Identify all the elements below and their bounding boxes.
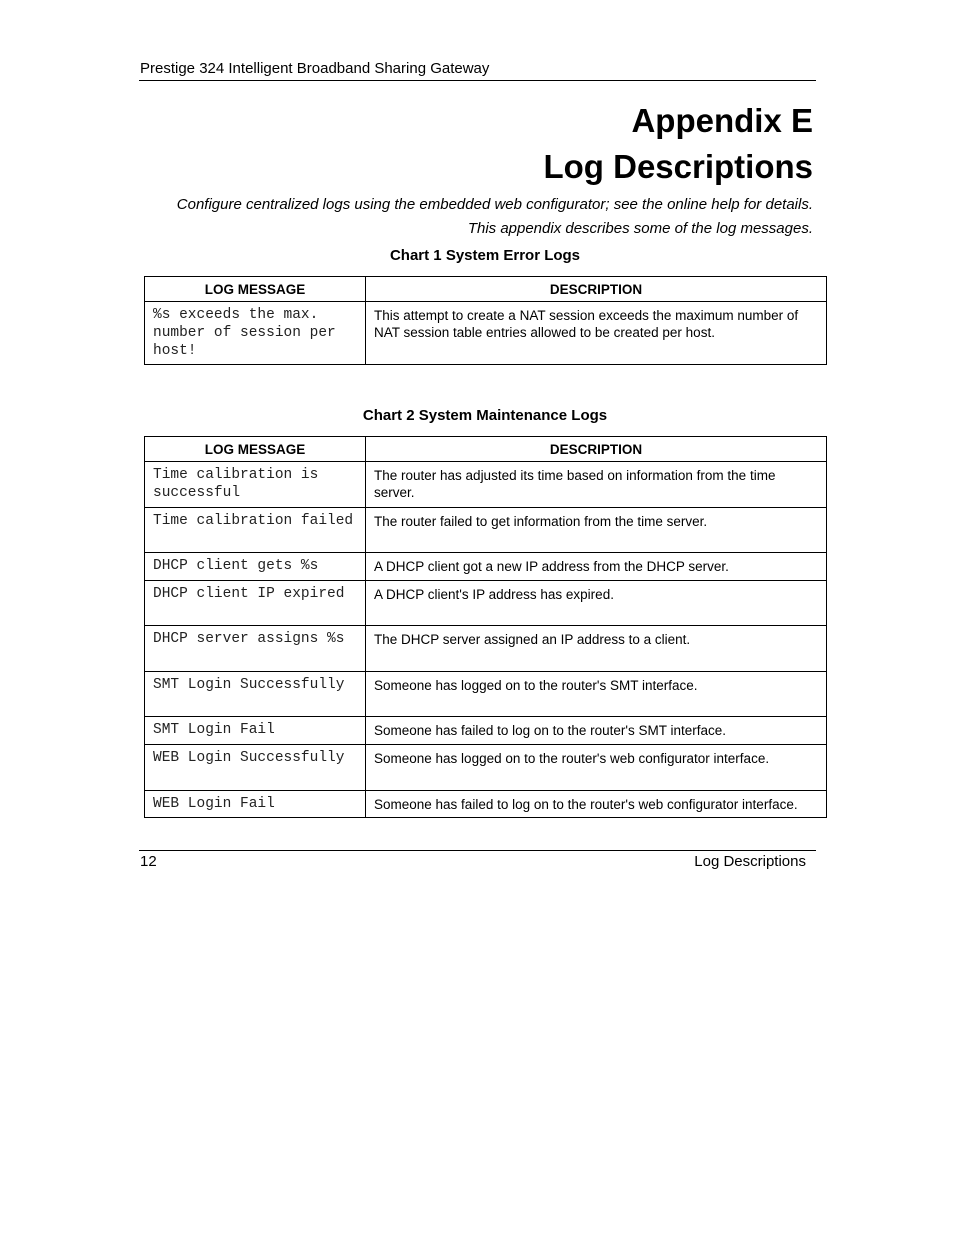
intro-line-2: This appendix describes some of the log messages. bbox=[467, 219, 813, 237]
description-cell: The router failed to get information from the time server. bbox=[366, 508, 827, 553]
table-row bbox=[145, 626, 827, 672]
column-header-description: DESCRIPTION bbox=[366, 437, 827, 462]
log-message-cell: SMT Login Successfully bbox=[145, 672, 366, 717]
description-cell: This attempt to create a NAT session exceeds the maximum number of NAT session table entries allowed to be created per host. bbox=[366, 302, 827, 365]
footer-divider bbox=[139, 850, 816, 851]
description-cell: A DHCP client got a new IP address from the DHCP server. bbox=[366, 553, 827, 581]
description-cell: Someone has logged on to the router's web configurator interface. bbox=[366, 745, 827, 791]
intro-paragraph bbox=[113, 193, 813, 240]
chart-2-caption: Chart 2 System Maintenance Logs bbox=[362, 407, 608, 424]
column-header-log-message: LOG MESSAGE bbox=[145, 437, 366, 462]
table-row bbox=[145, 581, 827, 626]
title-line-1: Appendix E bbox=[631, 102, 813, 139]
header-divider bbox=[139, 80, 816, 81]
page-title bbox=[543, 98, 813, 190]
description-cell: The router has adjusted its time based on information from the time server. bbox=[366, 462, 827, 508]
page-number: 12 bbox=[140, 853, 157, 870]
table-header-row bbox=[145, 277, 827, 302]
table-row bbox=[145, 745, 827, 791]
log-message-cell: Time calibration failed bbox=[145, 508, 366, 553]
log-message-cell: DHCP client IP expired bbox=[145, 581, 366, 626]
system-error-logs-table bbox=[144, 276, 827, 365]
description-cell: Someone has failed to log on to the router's SMT interface. bbox=[366, 717, 827, 745]
table-row bbox=[145, 302, 827, 365]
intro-line-1: Configure centralized logs using the embedded web configurator; see the online help for details. bbox=[176, 196, 813, 213]
column-header-description: DESCRIPTION bbox=[366, 277, 827, 302]
table-row bbox=[145, 717, 827, 745]
log-message-cell: %s exceeds the max. number of session per host! bbox=[145, 302, 366, 365]
title-line-2: Log Descriptions bbox=[543, 148, 813, 185]
table-row bbox=[145, 791, 827, 818]
table-row bbox=[145, 553, 827, 581]
log-message-cell: Time calibration is successful bbox=[145, 462, 366, 508]
chart-1-caption: Chart 1 System Error Logs bbox=[389, 247, 581, 264]
footer-section-title: Log Descriptions bbox=[694, 853, 806, 870]
description-cell: A DHCP client's IP address has expired. bbox=[366, 581, 827, 626]
description-cell: Someone has failed to log on to the router's web configurator interface. bbox=[366, 791, 827, 818]
table-row bbox=[145, 672, 827, 717]
column-header-log-message: LOG MESSAGE bbox=[145, 277, 366, 302]
log-message-cell: DHCP client gets %s bbox=[145, 553, 366, 581]
table-row bbox=[145, 508, 827, 553]
table-header-row bbox=[145, 437, 827, 462]
description-cell: The DHCP server assigned an IP address to a client. bbox=[366, 626, 827, 672]
log-message-cell: DHCP server assigns %s bbox=[145, 626, 366, 672]
system-maintenance-logs-table bbox=[144, 436, 827, 818]
table-row bbox=[145, 462, 827, 508]
log-message-cell: SMT Login Fail bbox=[145, 717, 366, 745]
log-message-cell: WEB Login Fail bbox=[145, 791, 366, 818]
log-message-cell: WEB Login Successfully bbox=[145, 745, 366, 791]
running-header: Prestige 324 Intelligent Broadband Sharing Gateway bbox=[140, 60, 490, 77]
description-cell: Someone has logged on to the router's SMT interface. bbox=[366, 672, 827, 717]
